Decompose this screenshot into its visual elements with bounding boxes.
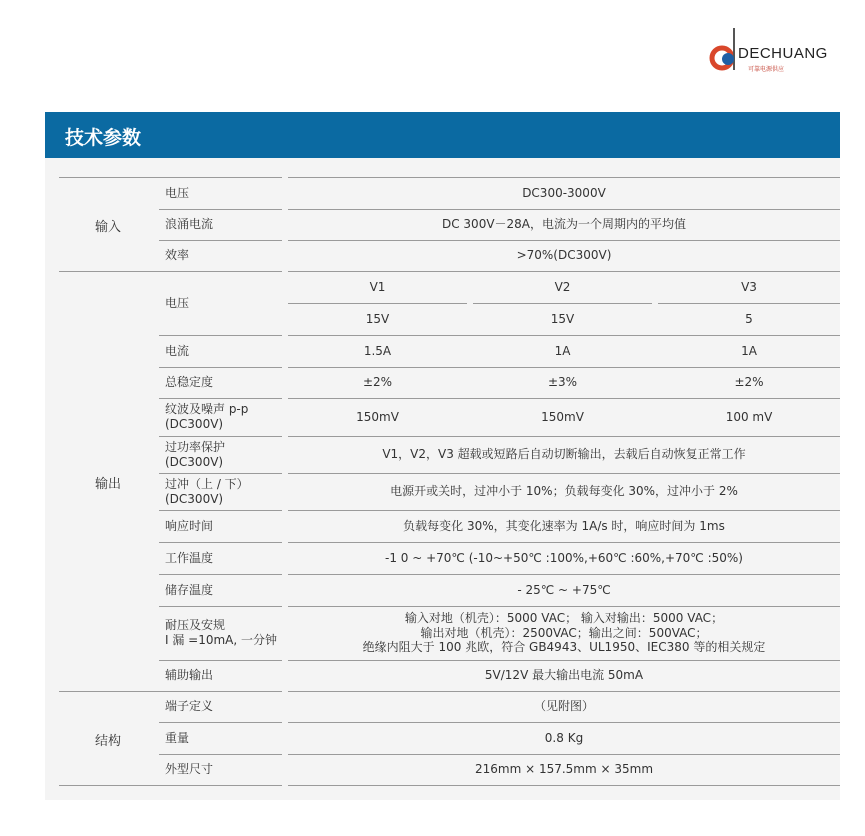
withstand-line1: 输入对地（机壳）：5000 VAC； 输入对输出：5000 VAC； xyxy=(404,611,724,626)
row-label-output-current: 电流 xyxy=(165,343,190,358)
row-label-ripple xyxy=(165,398,282,436)
group-structure: 结构 xyxy=(95,734,122,749)
group-input: 输入 xyxy=(95,220,122,235)
row-label-response-time: 响应时间 xyxy=(165,518,214,533)
header-v2: V2 xyxy=(554,279,571,294)
withstand-label-line2: I 漏 =10mA, 一分钟 xyxy=(165,633,278,647)
header-v3: V3 xyxy=(741,279,757,294)
value-voltage-v2: 15V xyxy=(550,311,575,326)
value-overshoot: 电源开或关时，过冲小于 10%；负载每变化 30%，过冲小于 2% xyxy=(390,484,738,498)
value-ripple-v1: 150mV xyxy=(356,409,399,424)
row-label-overshoot xyxy=(165,473,282,510)
row-label-terminal: 端子定义 xyxy=(165,699,214,713)
value-input-voltage: DC300-3000V xyxy=(522,185,606,200)
value-ripple-v3: 100 mV xyxy=(725,409,773,424)
row-label-surge-current: 浪涌电流 xyxy=(165,217,214,231)
value-stability-v2: ±3% xyxy=(547,375,578,389)
row-label-stability: 总稳定度 xyxy=(165,375,214,389)
value-dimensions: 216mm × 157.5mm × 35mm xyxy=(474,762,654,776)
overshoot-label-line2: (DC300V) xyxy=(165,491,224,506)
value-response-time: 负载每变化 30%，其变化速率为 1A/s 时，响应时间为 1ms xyxy=(403,518,725,533)
row-label-efficiency: 效率 xyxy=(165,248,190,262)
value-voltage-v1: 15V xyxy=(365,311,390,326)
row-label-input-voltage: 电压 xyxy=(165,185,190,200)
row-label-storage-temp: 储存温度 xyxy=(165,582,214,597)
value-weight: 0.8 Kg xyxy=(544,730,584,745)
row-label-operating-temp: 工作温度 xyxy=(165,550,214,565)
value-ripple-v2: 150mV xyxy=(541,409,584,424)
value-efficiency: >70%(DC300V) xyxy=(516,248,612,262)
row-label-aux-output: 辅助输出 xyxy=(165,668,214,682)
section-banner xyxy=(45,112,840,158)
value-current-v2: 1A xyxy=(554,343,571,358)
ripple-label-line1: 纹波及噪声 p-p xyxy=(165,402,249,416)
value-aux-output: 5V/12V 最大输出电流 50mA xyxy=(484,668,644,682)
row-label-overpower xyxy=(165,436,282,473)
value-stability-v1: ±2% xyxy=(362,375,393,389)
overpower-label-line2: (DC300V) xyxy=(165,454,224,469)
group-output: 输出 xyxy=(95,477,122,492)
overshoot-label-line1: 过冲（上 / 下） xyxy=(165,476,249,491)
value-terminal: （见附图） xyxy=(533,699,594,713)
ripple-label-line2: (DC300V) xyxy=(165,417,224,431)
section-title: 技术参数 xyxy=(65,127,142,149)
value-surge-current: DC 300V－28A，电流为一个周期内的平均值 xyxy=(441,217,687,231)
brand-tagline: 可靠电源供应 xyxy=(748,66,785,73)
value-withstand xyxy=(288,606,840,660)
row-label-output-voltage: 电压 xyxy=(165,295,190,310)
row-label-dimensions: 外型尺寸 xyxy=(165,762,214,776)
value-storage-temp: - 25℃ ~ +75℃ xyxy=(517,582,611,597)
withstand-label-line1: 耐压及安规 xyxy=(165,618,226,632)
overpower-label-line1: 过功率保护 xyxy=(165,439,226,454)
value-stability-v3: ±2% xyxy=(734,375,764,389)
row-label-weight: 重量 xyxy=(165,730,190,745)
value-current-v1: 1.5A xyxy=(363,343,392,358)
value-voltage-v3: 5 xyxy=(745,311,753,326)
brand-name: DECHUANG xyxy=(738,45,828,62)
value-current-v3: 1A xyxy=(741,343,757,358)
withstand-line3: 绝缘内阻大于 100 兆欧，符合 GB4943、UL1950、IEC380 等的相关规定 xyxy=(362,640,766,655)
value-operating-temp: -1 0 ~ +70℃ (-10~+50℃ :100%,+60℃ :60%,+70℃ :50%) xyxy=(385,550,743,565)
row-label-withstand xyxy=(165,606,282,660)
header-v1: V1 xyxy=(369,279,386,294)
withstand-line2: 输出对地（机壳）：2500VAC；输出之间：500VAC； xyxy=(420,625,708,640)
value-overpower: V1，V2，V3 超载或短路后自动切断输出，去载后自动恢复正常工作 xyxy=(382,447,746,461)
spec-table xyxy=(45,158,840,800)
